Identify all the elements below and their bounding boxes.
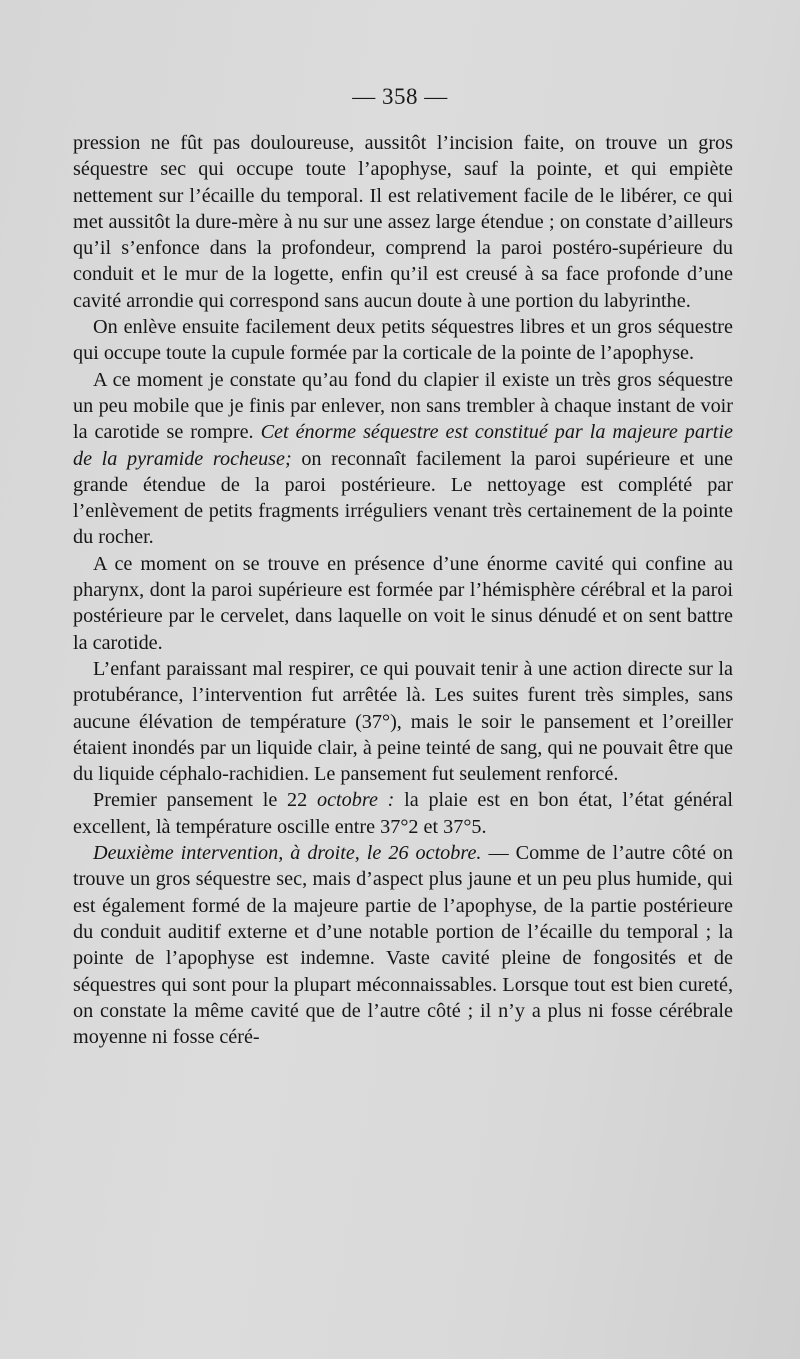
paragraph-7-text-after: — Comme de l’autre côté on trouve un gros séquestre sec, mais d’aspect plus jaune et un peu plus humide, qui est également formé de la majeure partie de l’apophyse, de la partie postérieure du conduit auditif externe et d’une notable portion de l’écaille du temporal ; la pointe de l’apophyse est indemne. Vaste cavité pleine de fongosités et de séquestres qui sont pour la plupart méconnaissables. Lorsque tout est bien cureté, on constate la même cavité que de l’autre côté ; il n’y a plus ni fosse cérébrale moyenne ni fosse céré- [73,842,733,1049]
body-text [73,130,733,1050]
paragraph-3 [73,367,733,551]
page-number: — 358 — [352,84,448,109]
paragraph-6-italic: octobre : [317,789,395,812]
paragraph-1: pression ne fût pas douloureuse, aussitôt l’incision faite, on trouve un gros séquestre sec qui occupe toute l’apophyse, sauf la pointe, et qui empiète nettement sur l’écaille du temporal. Il est relativement facile de le libérer, ce qui met aussitôt la dure-mère à nu sur une assez large étendue ; on constate d’ailleurs qu’il s’enfonce dans la profondeur, comprend la paroi postéro-supérieure du conduit et le mur de la logette, enfin qu’il est creusé à sa face profonde d’une cavité arrondie qui correspond sans aucun doute à une portion du labyrinthe. [73,132,733,312]
paragraph-5: L’enfant paraissant mal respirer, ce qui pouvait tenir à une action directe sur la protubérance, l’intervention fut arrêtée là. Les suites furent très simples, sans aucune élévation de température (37°), mais le soir le pansement et l’oreiller étaient inondés par un liquide clair, à peine teinté de sang, qui ne pouvait être que du liquide céphalo-rachidien. Le pansement fut seulement renforcé. [73,657,733,786]
paragraph-6-text-before: Premier pansement le 22 [93,789,317,812]
paragraph-2: On enlève ensuite facilement deux petits séquestres libres et un gros séquestre qui occupe toute la cupule formée par la corticale de la pointe de l’apophyse. [73,316,733,365]
paragraph-7-italic: Deuxième intervention, à droite, le 26 octobre. [93,842,482,865]
paragraph-6 [73,787,733,840]
paragraph-7 [73,840,733,1050]
paragraph-3-text-before: A ce moment je constate qu’au fond du clapier il existe un très gros séquestre un peu mobile que je finis par enlever, non sans trembler à chaque instant de voir la carotide se rompre. [73,368,733,444]
paragraph-3-italic: Cet énorme séquestre est constitué par la majeure partie de la pyramide rocheuse; [73,421,733,470]
paragraph-4: A ce moment on se trouve en présence d’une énorme cavité qui confine au pharynx, dont la paroi supérieure est formée par l’hémisphère cérébral et la paroi postérieure par le cervelet, dans laquelle on voit le sinus dénudé et on sent battre la carotide. [73,552,733,654]
paragraph-3-text-after: on reconnaît facilement la paroi supérieure et une grande étendue de la paroi postérieure. Le nettoyage est complété par l’enlèvement de petits fragments irréguliers venant très certainement de la pointe du rocher. [73,447,733,549]
paragraph-6-text-after: la plaie est en bon état, l’état général excellent, là température oscille entre 37°2 et 37°5. [73,789,733,838]
